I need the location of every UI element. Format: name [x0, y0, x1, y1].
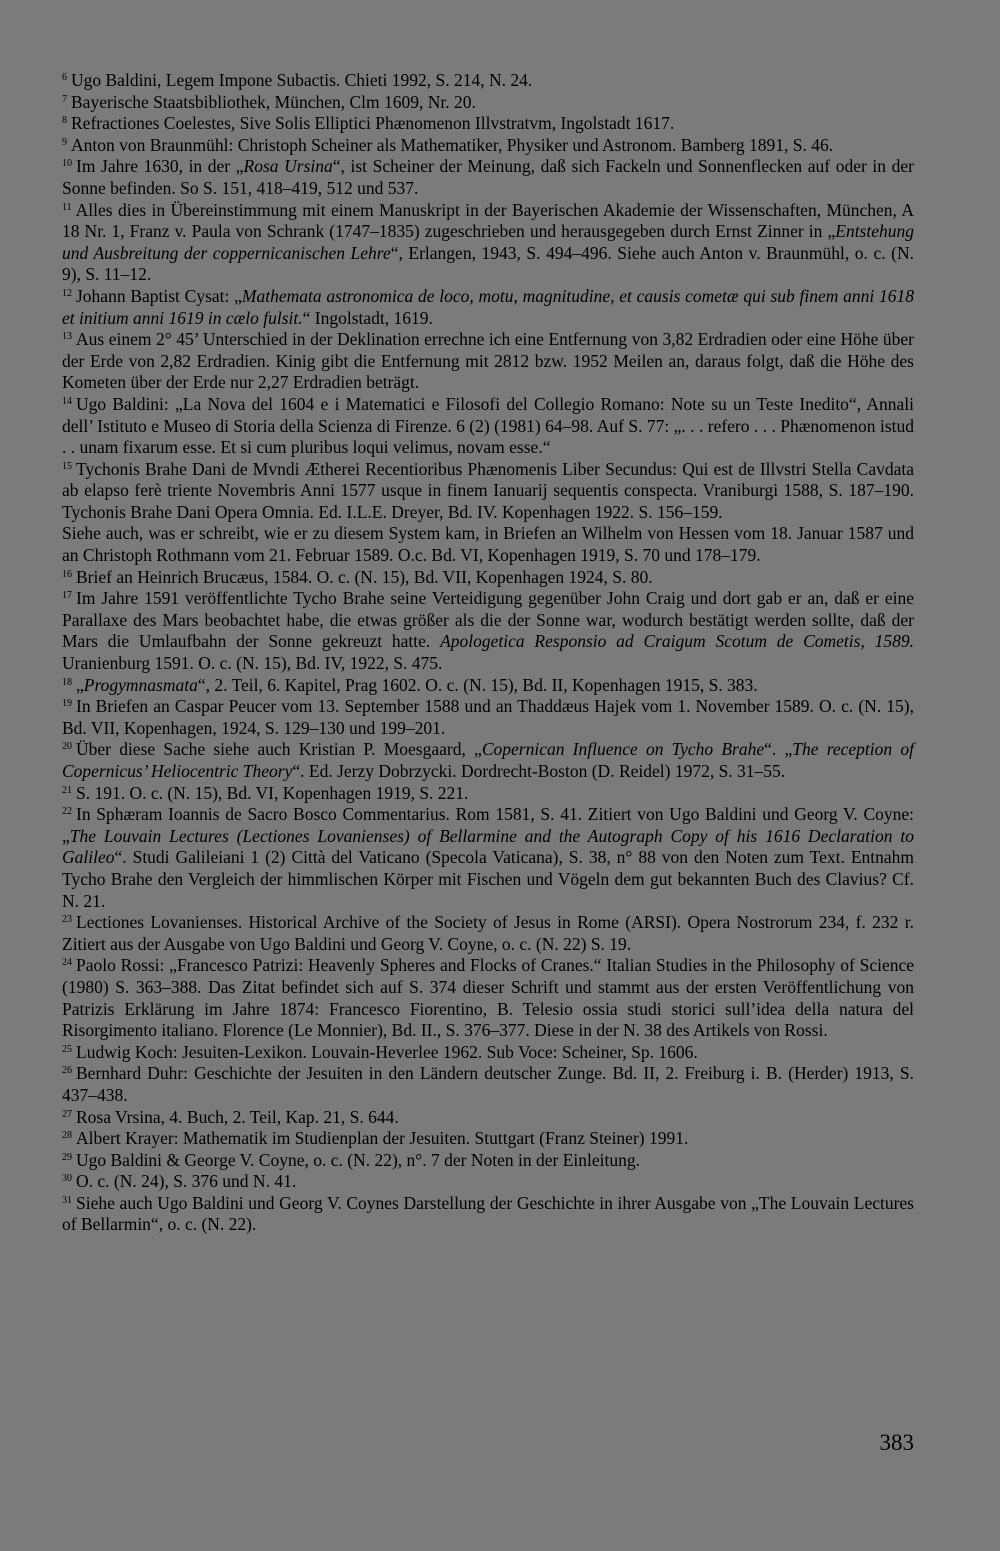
footnote-number: 14 — [62, 395, 72, 407]
footnote-text: „ — [76, 674, 84, 695]
footnote-italic-text: Rosa Ursina — [243, 156, 333, 177]
footnote-number: 6 — [62, 72, 67, 83]
footnote-text: Ludwig Koch: Jesuiten-Lexikon. Louvain-Heverlee 1962. Sub Voce: Scheiner, Sp. 1606. — [76, 1041, 698, 1062]
footnote-number: 10 — [62, 158, 72, 170]
footnote-italic-text: Copernican Influence on Tycho Brahe — [481, 739, 765, 760]
footnote — [62, 1042, 914, 1064]
footnote — [62, 588, 914, 674]
footnote — [62, 135, 914, 157]
footnote-text: Ugo Baldini: „La Nova del 1604 e i Matematici e Filosofi del Collegio Romano: Note su un Teste Inedito“, Annali dell’ Istituto e Museo di Storia della Scienza di Firenze. 6 (2) (1981) 64–98. Auf S. 77: „. . . refero . . . Phænomenon istud . . unam fixarum esse. Et si cum pluribus loqui velimus, novam esse.“ — [62, 393, 914, 458]
footnote-number: 8 — [62, 115, 67, 127]
footnote-text: “, Erlangen, 1943, S. 494–496. Siehe auch Anton v. Braunmühl, o. c. (N. 9), S. 11–12. — [62, 242, 914, 285]
footnote — [62, 955, 914, 1041]
footnote-number: 9 — [62, 136, 67, 148]
footnote-text: Siehe auch, was er schreibt, wie er zu diesem System kam, in Briefen an Wilhelm von Hessen vom 18. Januar 1587 und an Christoph Rothmann vom 21. Februar 1589. O.c. Bd. VI, Kopenhagen 1919, S. 70 und 178–179. — [62, 523, 914, 566]
footnote — [62, 459, 914, 524]
footnote-text: Aus einem 2° 45’ Unterschied in der Deklination errechne ich eine Entfernung von 3,82 Erdradien oder eine Höhe über der Erde von 2,82 Erdradien. Kinig gibt die Entfernung mit 2812 bzw. 1952 Meilen an, daraus folgt, daß die Höhe des Kometen über der Erde nur 2,27 Erdradien beträgt. — [62, 329, 914, 393]
footnote — [62, 70, 914, 92]
footnote-number: 25 — [62, 1043, 72, 1055]
footnote-number: 24 — [62, 957, 72, 969]
footnote-number: 13 — [62, 331, 72, 343]
footnote-text: Rosa Vrsina, 4. Buch, 2. Teil, Kap. 21, S. 644. — [76, 1106, 399, 1127]
footnote-text: “ Ingolstadt, 1619. — [302, 307, 433, 328]
footnote-italic-text: The Louvain Lectures (Lectiones Lovanienses) of Bellarmine and the Autograph Copy of his 1616 Declaration to Galileo — [62, 825, 914, 868]
footnote-text: In Briefen an Caspar Peucer vom 13. September 1588 und an Thaddæus Hajek vom 1. November 1589. O. c. (N. 15), Bd. VII, Kopenhagen, 1924, S. 129–130 und 199–201. — [62, 696, 914, 738]
footnote-number: 17 — [62, 590, 72, 602]
footnote-text: “, ist Scheiner der Meinung, daß sich Fackeln und Sonnenflecken auf oder in der Sonne befinden. So S. 151, 418–419, 512 und 537. — [62, 156, 914, 198]
footnote — [62, 156, 914, 199]
footnote-italic-text: The reception of Copernicus’ Heliocentric Theory — [62, 739, 914, 781]
footnote — [62, 329, 914, 394]
footnote-text: Paolo Rossi: „Francesco Patrizi: Heavenly Spheres and Flocks of Cranes.“ Italian Studies in the Philosophy of Science (1980) S. 363–388. Das Zitat befindet sich auf S. 374 dieser Schrift und stammt aus der ersten Veröffentlichung von Patrizis Erklärung im Jahre 1874: Francesco Fiorentino, B. Telesio ossia studi storici sull’idea della natura del Risorgimento italiano. Florence (Le Monnier), Bd. II., S. 376–377. Diese in der N. 38 des Artikels von Rossi. — [62, 955, 914, 1041]
footnote-text: “. „ — [764, 739, 793, 760]
footnote-number: 12 — [62, 287, 72, 299]
footnote — [62, 394, 914, 459]
footnote — [62, 675, 914, 697]
footnote — [62, 523, 914, 566]
footnote-text: “. Ed. Jerzy Dobrzycki. Dordrecht-Boston (D. Reidel) 1972, S. 31–55. — [292, 761, 786, 781]
footnote — [62, 92, 914, 114]
footnote-italic-text: Apologetica Responsio ad Craigum Scotum de Cometis, 1589. — [440, 631, 914, 652]
footnote-text: Anton von Braunmühl: Christoph Scheiner als Mathematiker, Physiker und Astronom. Bamberg 1891, S. 46. — [71, 134, 834, 155]
footnote-text: Alles dies in Übereinstimmung mit einem Manuskript in der Bayerischen Akademie der Wissenschaften, München, A 18 Nr. 1, Franz v. Paula von Schrank (1747–1835) zugeschrieben und herausgegeben durch Ernst Zinner in „ — [62, 199, 914, 242]
footnote-number: 15 — [62, 460, 72, 472]
footnote — [62, 1193, 914, 1236]
footnote — [62, 804, 914, 912]
footnote-text: Uranienburg 1591. O. c. (N. 15), Bd. IV, 1922, S. 475. — [62, 653, 443, 674]
footnote-text: In Sphæram Ioannis de Sacro Bosco Commentarius. Rom 1581, S. 41. Zitiert von Ugo Baldini und Georg V. Coyne: „ — [62, 804, 914, 846]
footnote — [62, 113, 914, 135]
footnote-number: 23 — [62, 914, 72, 926]
footnote-text: “. Studi Galileiani 1 (2) Città del Vaticano (Specola Vaticana), S. 38, n° 88 von den Noten zum Text. Entnahm Tycho Brahe den Vergleich der himmlischen Körper mit Fischen und Vögeln dem gut bekannten Buch des Clavius? Cf. N. 21. — [62, 847, 914, 911]
footnote-number: 22 — [62, 806, 72, 818]
footnote-text: Tychonis Brahe Dani de Mvndi Ætherei Recentioribus Phænomenis Liber Secundus: Qui est de Illvstri Stella Cavdata ab elapso ferè triente Novembris Anni 1577 usque in finem Ianuarij sequentis conspecta. Vraniburgi 1588, S. 187–190. Tychonis Brahe Dani Opera Omnia. Ed. I.L.E. Dreyer, Bd. IV. Kopenhagen 1922. S. 156–159. — [62, 458, 914, 522]
footnote-italic-text: Progymnasmata — [83, 674, 198, 695]
footnote-text: “, 2. Teil, 6. Kapitel, Prag 1602. O. c. (N. 15), Bd. II, Kopenhagen 1915, S. 383. — [197, 674, 758, 695]
footnote-number: 21 — [62, 784, 72, 796]
footnote-number: 16 — [62, 568, 72, 580]
footnote-text: Ugo Baldini, Legem Impone Subactis. Chieti 1992, S. 214, N. 24. — [71, 70, 533, 90]
footnote — [62, 1128, 914, 1150]
footnote — [62, 1107, 914, 1129]
footnote-text: Refractiones Coelestes, Sive Solis Elliptici Phænomenon Illvstratvm, Ingolstadt 1617. — [71, 113, 675, 134]
footnote — [62, 286, 914, 329]
footnote-text: Lectiones Lovanienses. Historical Archive of the Society of Jesus in Rome (ARSI). Opera Nostrorum 234, f. 232 r. Zitiert aus der Ausgabe von Ugo Baldini und Georg V. Coyne, o. c. (N. 22) S. 19. — [62, 912, 914, 954]
footnote-text: Im Jahre 1591 veröffentlichte Tycho Brahe seine Verteidigung gegenüber John Craig und dort gab er an, daß er eine Parallaxe des Mars beobachtet habe, die etwas größer als die der Sonne war, wodurch bestätigt werden sollte, daß der Mars die Umlaufbahn der Sonne gekreuzt hatte. — [62, 588, 914, 652]
footnote — [62, 739, 914, 782]
page-number: 383 — [879, 1430, 914, 1455]
footnote-number: 28 — [62, 1130, 72, 1142]
footnote — [62, 200, 914, 286]
footnote-number: 7 — [62, 93, 67, 105]
footnote-text: Im Jahre 1630, in der „ — [76, 156, 244, 177]
footnote — [62, 912, 914, 955]
footnote-number: 31 — [62, 1194, 72, 1206]
footnote-text: Bernhard Duhr: Geschichte der Jesuiten in den Ländern deutscher Zunge. Bd. II, 2. Freiburg i. B. (Herder) 1913, S. 437–438. — [62, 1063, 914, 1105]
footnote-text: Über diese Sache siehe auch Kristian P. Moesgaard, „ — [76, 739, 482, 760]
footnote-italic-text: Entstehung und Ausbreitung der coppernicanischen Lehre — [62, 221, 914, 263]
footnote-number: 27 — [62, 1108, 72, 1120]
footnote — [62, 783, 914, 805]
footnote-number: 26 — [62, 1065, 72, 1077]
footnotes-block — [62, 70, 914, 1236]
footnote-text: Ugo Baldini & George V. Coyne, o. c. (N. 22), n°. 7 der Noten in der Einleitung. — [76, 1149, 640, 1170]
footnote — [62, 1171, 914, 1193]
footnote-text: Albert Krayer: Mathematik im Studienplan der Jesuiten. Stuttgart (Franz Steiner) 1991. — [76, 1128, 689, 1149]
footnote-text: Siehe auch Ugo Baldini und Georg V. Coynes Darstellung der Geschichte in ihrer Ausgabe von „The Louvain Lectures of Bellarmin“, o. c. (N. 22). — [62, 1192, 914, 1235]
footnote-number: 20 — [62, 741, 72, 753]
footnote-text: Brief an Heinrich Brucæus, 1584. O. c. (N. 15), Bd. VII, Kopenhagen 1924, S. 80. — [76, 566, 653, 587]
footnote-number: 30 — [62, 1173, 72, 1185]
footnote-number: 29 — [62, 1151, 72, 1163]
footnote-text: Bayerische Staatsbibliothek, München, Clm 1609, Nr. 20. — [71, 91, 476, 112]
footnote-italic-text: Mathemata astronomica de loco, motu, magnitudine, et causis cometæ qui sub finem anni 1618 et initium anni 1619 in cælo fulsit. — [62, 285, 915, 328]
footnote-text: Johann Baptist Cysat: „ — [76, 285, 242, 306]
footnote-text: S. 191. O. c. (N. 15), Bd. VI, Kopenhagen 1919, S. 221. — [76, 782, 469, 803]
footnote-number: 19 — [62, 698, 72, 710]
footnote-text: O. c. (N. 24), S. 376 und N. 41. — [76, 1171, 297, 1192]
footnote — [62, 1150, 914, 1172]
footnote — [62, 1063, 914, 1106]
footnote — [62, 567, 914, 589]
footnote — [62, 696, 914, 739]
footnote-number: 18 — [62, 676, 72, 688]
footnote-number: 11 — [62, 201, 72, 213]
